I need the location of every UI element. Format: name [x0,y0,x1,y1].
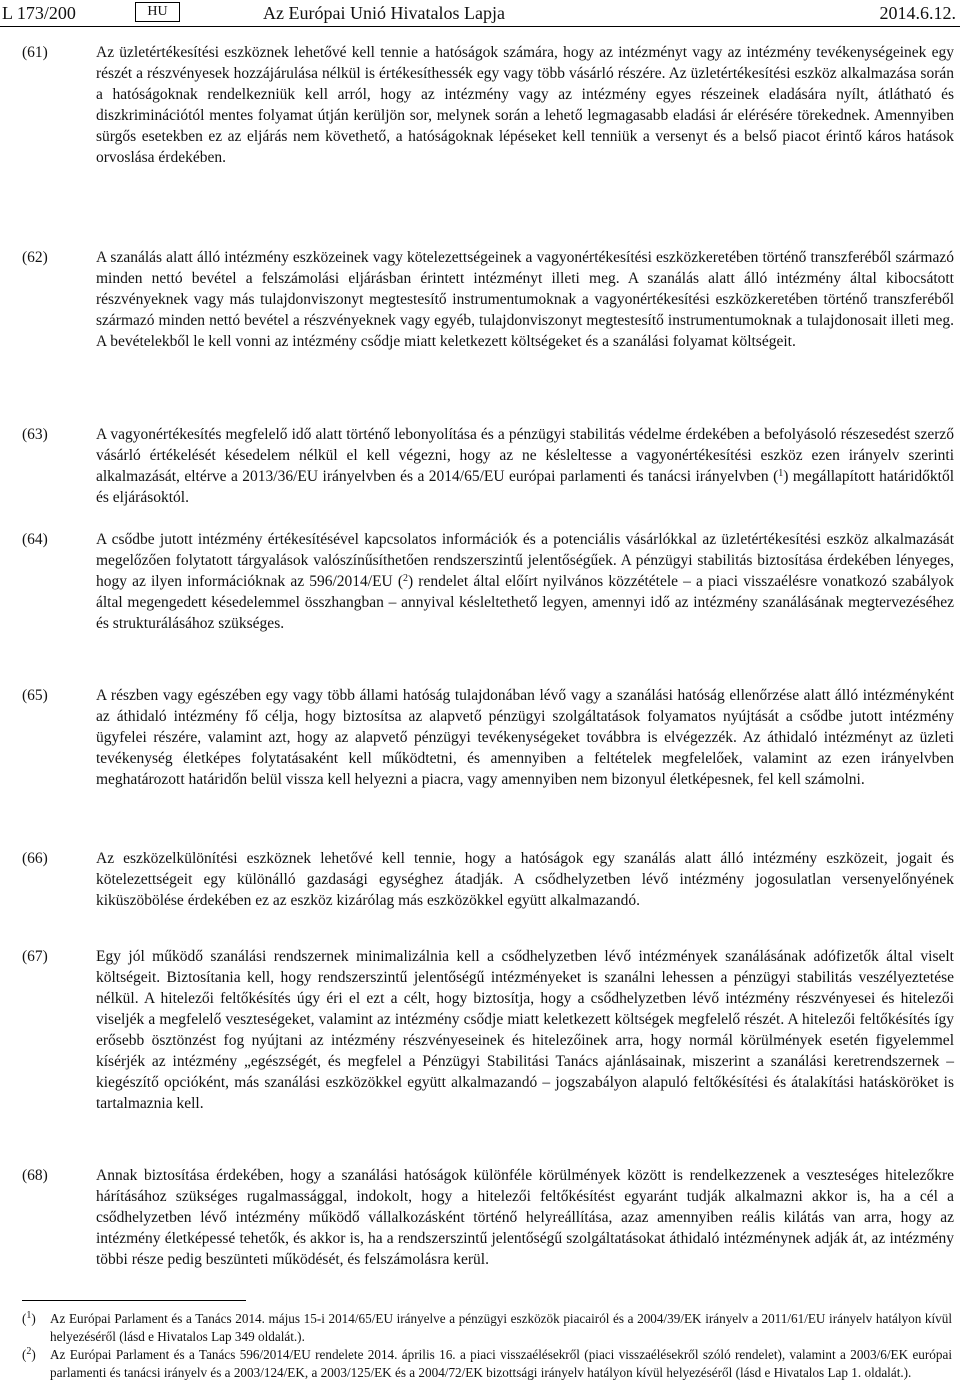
recital-62 [22,247,954,352]
page-header [0,0,960,27]
recital-number: (63) [22,426,48,443]
recital-text: A csődbe jutott intézmény értékesítésével kapcsolatos információk és a potenciális vásárlókkal az üzletértékesítési eszköz alkalmazását megelőzően folytatott tárgyalások valószínűsíthetően rendszerszintű jelentőségűek. A pénzügyi stabilitás biztosítása érdekében lényeges, hogy az ilyen információknak az 596/2014/EU ($^2$) rendelet által előírt nyilvános közzététele – a piaci visszaélésre vonatkozó szabályok által megengedett késedelemmel összhangban – annyival késleltethető legyen, amennyi idő az intézmény szanálásának megtervezéséhez és strukturálásához szükséges. [96,531,954,632]
recital-64 [22,529,954,634]
recital-67 [22,946,954,1114]
language-code-box: HU [135,2,180,22]
recital-text: A részben vagy egészében egy vagy több állami hatóság tulajdonában lévő vagy a szanálási hatóság ellenőrzése alatt álló intézményként az áthidaló intézmény fő célja, hogy biztosítsa az alapvető pénzügyi szolgáltatások folyamatos nyújtását a csődbe jutott intézmény ügyfelei részére, valamint azt, hogy az alapvető pénzügyi tevékenységeket továbbra is elvégezzék. Az áthidaló intézményt az üzleti tevékenység életképes folytatásaként kell működtetni, és amennyiben a feltételek megfelelőek, valamint az ezen irányelvben meghatározott határidőn belül vissza kell helyezni a piacra, vagy amennyiben nem bizonyul életképesnek, fel kell számolni. [96,687,954,788]
recital-number: (62) [22,249,48,266]
recital-number: (65) [22,687,48,704]
recital-text: A szanálás alatt álló intézmény eszközeinek vagy kötelezettségeinek a vagyonértékesítési eszközkeretében történő transzferéből származó minden nettó bevétel a felszámolási eljárásban érintett intézményt illeti meg. A szanálás alatt álló intézmény által kibocsátott részvényeknek vagy más tulajdonviszonyt megtestesítő instrumentumoknak a vagyonértékesítési eszközkeretében történő transzferéből származó minden nettó bevétel a részvényeknek vagy egyéb, tulajdonviszonyt megtestesítő instrumentumoknak a tulajdonosait illeti meg. A bevételekből le kell vonni az intézmény csődje miatt keletkezett költségeket és a szanálási folyamat költségeit. [96,249,954,350]
recital-65 [22,685,954,790]
page-reference: L 173/200 [2,3,76,23]
footnote-ref[interactable]: 2 [403,573,409,584]
publication-date: 2014.6.12. [879,3,956,23]
recital-66 [22,848,954,911]
recital-text: A vagyonértékesítés megfelelő idő alatt történő lebonyolítása és a pénzügyi stabilitás védelme érdekében a befolyásoló részesedést szerző vásárló értékelését késedelem nélkül el kell végezni, hogy az ne késleltesse a vagyonértékesítési eszköz ezen irányelv szerinti alkalmazását, eltérve a 2013/36/EU irányelvben és a 2014/65/EU európai parlamenti és tanácsi irányelvben ($^1$) megállapított határidőktől és eljárásoktól. [96,426,954,506]
recital-63 [22,424,954,508]
footnote-1 [22,1310,952,1346]
footnote-number: ($^2$) [22,1346,36,1362]
recital-number: (68) [22,1167,48,1184]
recital-text: Az eszközelkülönítési eszköznek lehetővé kell tennie, hogy a hatóságok egy szanálás alatt álló intézmény eszközeit, jogait és kötelezettségeit egy különálló gazdasági egységhez átadják. A csődhelyzetben lévő intézmény jogosulatlan versenyelőnyének kiküszöbölése érdekében ez az eszköz kizárólag más eszközökkel együtt alkalmazandó. [96,850,954,909]
footnote-divider [22,1300,246,1301]
recital-text: Az üzletértékesítési eszköznek lehetővé kell tennie a hatóságok számára, hogy az intézményt vagy az intézmény tevékenységeinek egy részét a részvényesek hozzájárulása nélkül is értékesíthessék egy vagy több vásárló részére. Az üzletértékesítési eszköz alkalmazása során a hatóságoknak rendelkezniük kell arról, hogy az intézmény vagy az intézmény egyes részeinek eladására nyílt, átlátható és diszkriminációtól mentes folyamat útján kerüljön sor, melynek során a lehető legmagasabb eladási ár elérésére törekednek. Amennyiben sürgős esetekben ez az eljárás nem követhető, a hatóságoknak lépéseket kell tenniük a versenyt és a belső piacot érintő káros hatások orvoslása érdekében. [96,44,954,166]
recital-number: (64) [22,531,48,548]
recital-61 [22,42,954,168]
footnote-2 [22,1346,952,1382]
recital-number: (66) [22,850,48,867]
journal-title: Az Európai Unió Hivatalos Lapja [263,3,505,23]
recital-number: (67) [22,948,48,965]
recital-68 [22,1165,954,1270]
footnote-ref[interactable]: 1 [778,468,784,479]
footnote-text: Az Európai Parlament és a Tanács 2014. május 15-i 2014/65/EU irányelve a pénzügyi eszközök piacairól és a 2004/39/EK irányelv a 2011/61/EU irányelv hatályon kívül helyezéséről (lásd e Hivatalos Lap 349 oldalát.). [50,1311,952,1344]
footnote-text: Az Európai Parlament és a Tanács 596/2014/EU rendelete 2014. április 16. a piaci visszaélésekről (piaci visszaélésekről szóló rendelet), valamint a 2003/6/EK európai parlamenti és tanácsi irányelv és a 2003/124/EK, a 2003/125/EK és a 2004/72/EK bizottsági irányelv hatályon kívül helyezéséről (lásd e Hivatalos Lap 1. oldalát.). [50,1347,952,1380]
recital-text: Annak biztosítása érdekében, hogy a szanálási hatóságok különféle körülmények között is rendelkezzenek a veszteséges hitelezőkre hárításához szükséges rugalmassággal, indokolt, hogy a hitelezői feltőkésítést egyaránt tudják alkalmazni akkor is, ha a cél a csődhelyzetben lévő intézmény működő vállalkozásként történő helyreállítása, azaz amennyiben reális kilátás van arra, hogy az intézmény életképessé tehetők, és akkor is, ha a rendszerszintű jelentőségű szolgáltatásokat áthidaló intézménynek adják át, az intézmény többi része pedig beszünteti működését, és felszámolásra kerül. [96,1167,954,1268]
footnote-number: ($^1$) [22,1310,36,1326]
recital-text: Egy jól működő szanálási rendszernek minimalizálnia kell a csődhelyzetben lévő intézmények szanálásának adófizetők által viselt költségeit. Biztosítania kell, hogy rendszerszintű jelentőségű intézményeket is szanálni lehessen a pénzügyi stabilitás veszélyeztetése nélkül. A hitelezői feltőkésítés úgy éri el ezt a célt, hogy biztosítja, hogy a csődhelyzetben lévő intézmény részvényesei és hitelezői viseljék a megfelelő veszteségeket, valamint az intézmény csődje miatt keletkezett költségek megfelelő részét. A hitelezői feltőkésítés így erősebb ösztönzést fog nyújtani az intézmény részvényeseinek és hitelezőinek arra, hogy normál körülmények esetén figyelemmel kísérjék az intézmény „egészségét, és megfelel a Pénzügyi Stabilitási Tanács ajánlásainak, miszerint a szanálási keretrendszernek – kiegészítő opcióként, más szanálási eszközökkel együtt alkalmazandó – jogszabályon alapuló feltőkésítési és átalakítási hatásköröket is tartalmaznia kell. [96,948,954,1112]
recital-number: (61) [22,44,48,61]
